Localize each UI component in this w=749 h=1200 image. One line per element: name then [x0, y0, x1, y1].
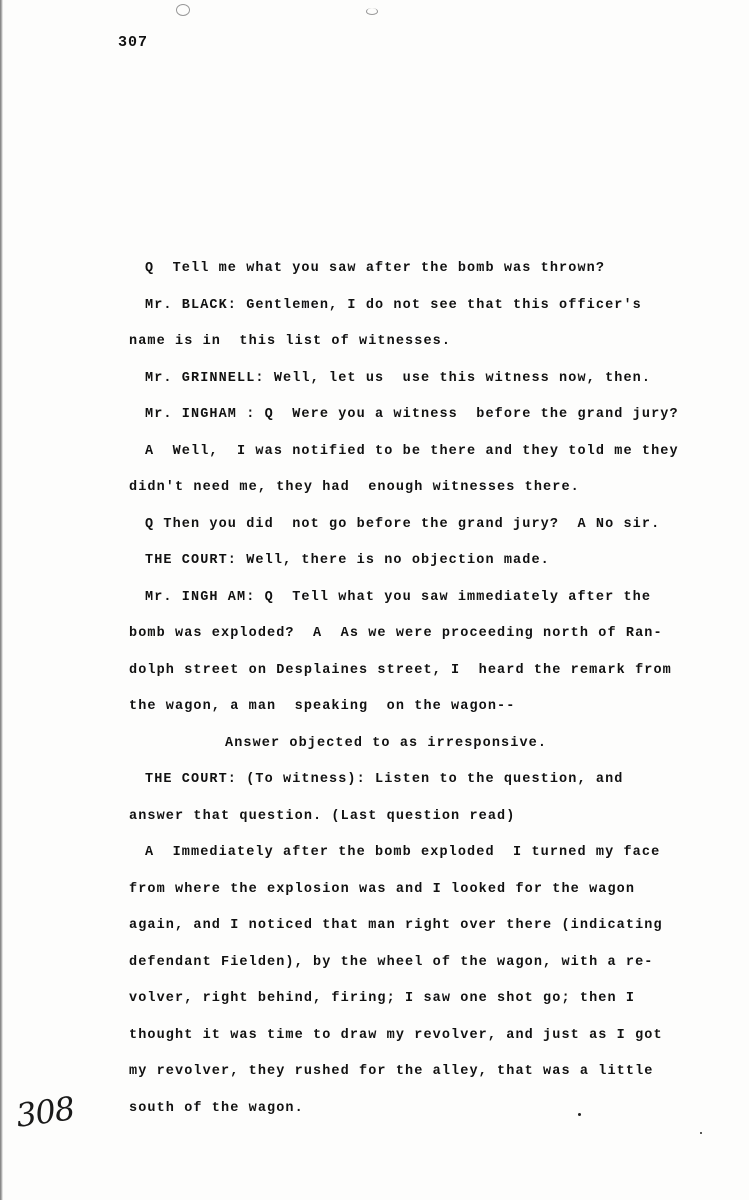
page-number: 307	[118, 34, 149, 51]
transcript-line: thought it was time to draw my revolver, and just as I got	[129, 1027, 663, 1043]
transcript-line: south of the wagon.	[129, 1100, 304, 1116]
transcript-line: again, and I noticed that man right over there (indicating	[129, 918, 663, 933]
transcript-line: Mr. BLACK: Gentlemen, I do not see that this officer's	[145, 297, 642, 313]
ink-speck	[700, 1132, 702, 1134]
punch-hole-mark	[176, 4, 190, 16]
transcript-line: THE COURT: Well, there is no objection made.	[145, 553, 550, 568]
transcript-line: volver, right behind, firing; I saw one shot go; then I	[129, 991, 636, 1006]
transcript-line: didn't need me, they had enough witnesses there.	[129, 480, 580, 495]
ink-speck	[578, 1113, 581, 1116]
transcript-line: my revolver, they rushed for the alley, that was a little	[129, 1064, 654, 1079]
transcript-line: A Well, I was notified to be there and they told me they	[145, 443, 679, 459]
transcript-line: dolph street on Desplaines street, I heard the remark from	[129, 662, 672, 678]
handwritten-page-number: 308	[13, 1089, 77, 1135]
transcript-line: Q Then you did not go before the grand jury? A No sir.	[145, 516, 661, 532]
transcript-line: defendant Fielden), by the wheel of the wagon, with a re-	[129, 954, 654, 970]
transcript-line: bomb was exploded? A As we were proceeding north of Ran-	[129, 626, 663, 641]
transcript-line: Q Tell me what you saw after the bomb was thrown?	[145, 261, 606, 276]
transcript-line: Mr. GRINNELL: Well, let us use this witness now, then.	[145, 370, 652, 386]
transcript-line: A Immediately after the bomb exploded I turned my face	[145, 845, 661, 860]
transcript-line: Answer objected to as irresponsive.	[225, 735, 548, 751]
transcript-line: Mr. INGH AM: Q Tell what you saw immediately after the	[145, 589, 652, 605]
transcript-body	[129, 256, 709, 1132]
punch-hole-mark	[366, 8, 378, 15]
transcript-line: Mr. INGHAM : Q Were you a witness before the grand jury?	[145, 407, 679, 422]
transcript-line: name is in this list of witnesses.	[129, 334, 452, 349]
transcript-line: THE COURT: (To witness): Listen to the question, and	[145, 772, 624, 787]
transcript-line: answer that question. (Last question read)	[129, 808, 516, 824]
transcript-line: the wagon, a man speaking on the wagon--	[129, 699, 516, 714]
transcript-line: from where the explosion was and I looked for the wagon	[129, 881, 636, 897]
page-edge-shadow	[0, 0, 3, 1200]
